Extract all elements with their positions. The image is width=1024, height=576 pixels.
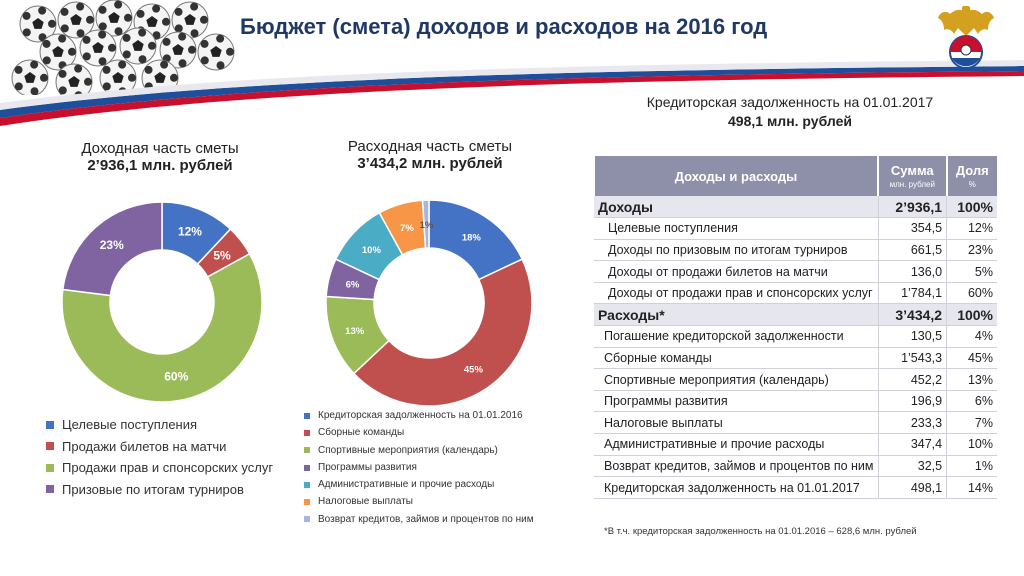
data-label-0: 12%: [177, 224, 202, 239]
legend-item: [304, 459, 534, 476]
data-label-4: 10%: [361, 244, 381, 256]
row-sum: 130,5: [878, 326, 947, 348]
legend-item: [46, 436, 273, 458]
table-row: [594, 434, 997, 456]
row-sum: 498,1: [878, 477, 947, 499]
header-share: Доля %: [947, 156, 997, 196]
row-name: Доходы от продажи билетов на матчи: [594, 261, 878, 283]
row-name: Налоговые выплаты: [594, 412, 878, 434]
table-row: [594, 390, 997, 412]
row-share: 7%: [947, 412, 997, 434]
row-sum: 3’434,2: [878, 304, 947, 326]
row-name: Возврат кредитов, займов и процентов по ним: [594, 455, 878, 477]
row-sum: 233,3: [878, 412, 947, 434]
row-share: 6%: [947, 390, 997, 412]
data-label-6: 1%: [419, 220, 434, 232]
row-share: 100%: [947, 196, 997, 218]
legend-label: Кредиторская задолженность на 01.01.2016: [318, 410, 523, 421]
row-sum: 354,5: [878, 218, 947, 240]
credit-label: Кредиторская задолженность на 01.01.2017: [646, 94, 934, 110]
table-row: [594, 304, 997, 326]
legend-swatch: [304, 482, 310, 488]
legend-label: Налоговые выплаты: [318, 496, 413, 508]
expense-legend: [304, 407, 534, 528]
row-name: Программы развития: [594, 390, 878, 412]
legend-swatch: [304, 465, 310, 471]
row-sum: 347,4: [878, 434, 947, 456]
table-row: [594, 412, 997, 434]
header-sum: Сумма млн. рублей: [878, 156, 947, 196]
row-sum: 452,2: [878, 369, 947, 391]
expense-chart-header: [310, 138, 550, 172]
row-name: Целевые поступления: [594, 218, 878, 240]
legend-swatch: [304, 516, 310, 522]
legend-label: Продажи билетов на матчи: [62, 438, 227, 454]
row-name: Доходы от продажи прав и спонсорских услуг: [594, 282, 878, 304]
row-share: 4%: [947, 326, 997, 348]
legend-swatch: [46, 485, 54, 493]
legend-item: [46, 457, 273, 479]
table-footnote: *В т.ч. кредиторская задолженность на 01.01.2016 – 628,6 млн. рублей: [604, 526, 917, 537]
legend-label: Сборные команды: [318, 427, 405, 439]
table-row: [594, 239, 997, 261]
income-chart-subtitle: 2’936,1 млн. рублей: [87, 157, 233, 174]
income-chart-title: Доходная часть сметы: [81, 140, 239, 157]
table-row: [594, 369, 997, 391]
row-sum: 2’936,1: [878, 196, 947, 218]
legend-item: [46, 479, 273, 501]
legend-label: Программы развития: [318, 461, 417, 473]
row-share: 60%: [947, 282, 997, 304]
row-share: 10%: [947, 434, 997, 456]
page-title: Бюджет (смета) доходов и расходов на 2016 год: [240, 14, 768, 39]
legend-label: Возврат кредитов, займов и процентов по ним: [318, 513, 534, 525]
table-row: [594, 261, 997, 283]
data-label-5: 7%: [400, 223, 414, 235]
legend-label: Призовые по итогам турниров: [62, 481, 244, 497]
row-sum: 32,5: [878, 455, 947, 477]
row-sum: 661,5: [878, 239, 947, 261]
expense-chart-subtitle: 3’434,2 млн. рублей: [357, 155, 503, 172]
row-name: Доходы: [594, 196, 878, 218]
data-label-3: 6%: [345, 279, 360, 291]
row-name: Спортивные мероприятия (календарь): [594, 369, 878, 391]
legend-swatch: [46, 442, 54, 450]
header-name: Доходы и расходы: [594, 156, 878, 196]
income-chart-header: [40, 140, 280, 174]
eagle-emblem-icon: [936, 6, 996, 72]
table-row: [594, 282, 997, 304]
legend-label: Спортивные мероприятия (календарь): [318, 444, 498, 456]
row-sum: 1’784,1: [878, 282, 947, 304]
data-label-1: 45%: [463, 364, 483, 376]
credit-info: [590, 94, 990, 129]
table-row: [594, 218, 997, 240]
row-name: Расходы*: [594, 304, 878, 326]
row-name: Сборные команды: [594, 347, 878, 369]
legend-item: [304, 424, 534, 441]
legend-label: Целевые поступления: [62, 417, 198, 432]
row-sum: 136,0: [878, 261, 947, 283]
row-share: 14%: [947, 477, 997, 499]
legend-item: [304, 476, 534, 493]
data-label-0: 18%: [461, 232, 481, 244]
legend-item: [46, 414, 273, 436]
table-row: [594, 455, 997, 477]
legend-item: [304, 511, 534, 528]
row-share: 100%: [947, 304, 997, 326]
row-share: 12%: [947, 218, 997, 240]
row-name: Погашение кредиторской задолженности: [594, 326, 878, 348]
legend-swatch: [46, 464, 54, 472]
row-name: Кредиторская задолженность на 01.01.2017: [594, 477, 878, 499]
data-label-2: 13%: [345, 325, 365, 337]
row-sum: 196,9: [878, 390, 947, 412]
row-name: Административные и прочие расходы: [594, 434, 878, 456]
legend-swatch: [304, 499, 310, 505]
data-label-1: 5%: [213, 248, 231, 263]
row-share: 1%: [947, 455, 997, 477]
legend-label: Продажи прав и спонсорских услуг: [62, 460, 274, 475]
table-row: [594, 347, 997, 369]
income-donut-chart: [60, 200, 264, 404]
row-share: 5%: [947, 261, 997, 283]
table-row: [594, 477, 997, 499]
legend-item: [304, 493, 534, 510]
expense-chart-title: Расходная часть сметы: [347, 138, 513, 155]
row-sum: 1’543,3: [878, 347, 947, 369]
data-label-3: 23%: [99, 237, 124, 252]
income-legend: [46, 414, 273, 500]
budget-table: [593, 156, 997, 499]
table-header-row: [594, 156, 997, 196]
table-row: [594, 326, 997, 348]
expense-donut-chart: [324, 198, 534, 408]
credit-value: 498,1 млн. рублей: [728, 113, 852, 129]
legend-swatch: [304, 430, 310, 436]
legend-label: Административные и прочие расходы: [318, 479, 495, 491]
legend-swatch: [304, 447, 310, 453]
legend-item: [304, 407, 534, 424]
row-share: 23%: [947, 239, 997, 261]
data-label-2: 60%: [164, 369, 189, 384]
row-share: 13%: [947, 369, 997, 391]
legend-swatch: [304, 413, 310, 419]
row-share: 45%: [947, 347, 997, 369]
legend-item: [304, 442, 534, 459]
legend-swatch: [46, 421, 54, 429]
row-name: Доходы по призовым по итогам турниров: [594, 239, 878, 261]
table-row: [594, 196, 997, 218]
